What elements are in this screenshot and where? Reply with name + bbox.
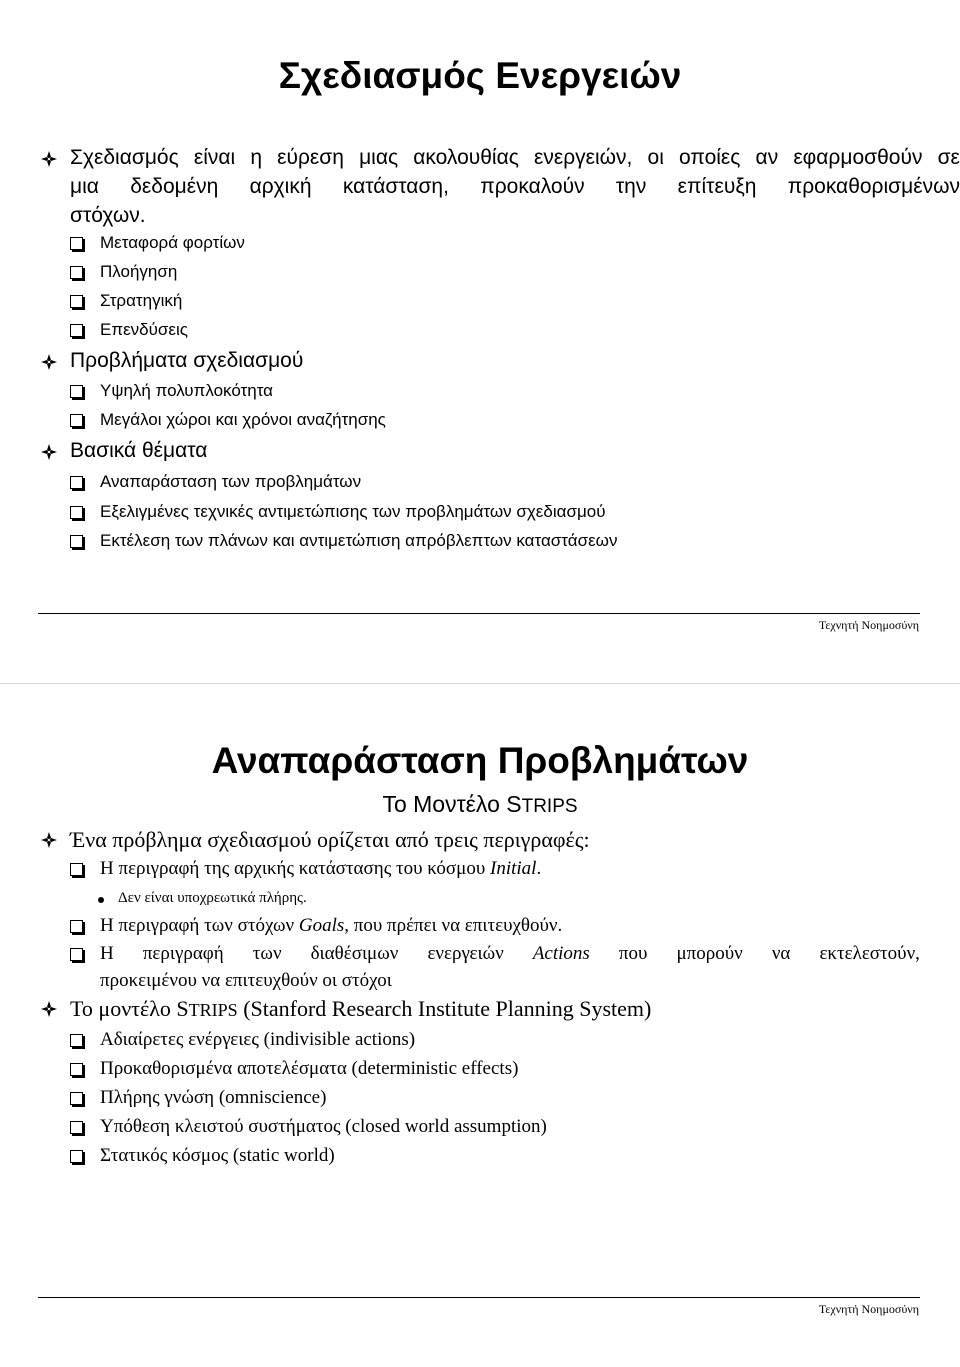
word: που [618,943,648,964]
word: εύρεση [277,146,344,169]
word: την [615,175,647,198]
word: σε [937,146,960,169]
dot-bullet-icon [98,897,104,903]
word: Actions [532,943,590,964]
checkbox-bullet-icon [70,324,83,337]
item-text-italic: Goals [298,915,345,936]
word: αρχική [249,175,312,198]
word: των [252,943,282,964]
bullet-text [70,996,651,1022]
checkbox-bullet-icon [70,920,83,933]
item-text: Μεγάλοι χώροι και χρόνοι αναζήτησης [100,410,386,429]
item-text-part: . [536,858,542,879]
checkbox-bullet-icon [70,948,83,961]
footer-text: Τεχνητή Νοημοσύνη [818,1302,919,1316]
item-text: Μεταφορά φορτίων [100,233,245,252]
word: είναι [193,146,236,169]
word: μπορούν [676,943,743,964]
word: εφαρμοσθούν [793,146,923,169]
slide-2-title: Αναπαράσταση Προβλημάτων [211,740,749,781]
slide-2 [0,684,960,1367]
word: αν [755,146,779,169]
item-text: Επενδύσεις [100,320,188,339]
slide-1 [0,0,960,683]
intro-line-2 [70,175,960,199]
subtitle-smallcaps: TRIPS [521,796,578,817]
item-text [100,858,541,880]
word: εκτελεστούν, [819,943,920,964]
item-text: Στατικός κόσμος (static world) [100,1145,335,1166]
item-text: Πλοήγηση [100,262,178,281]
heading-text: Βασικά θέματα [70,439,208,462]
diamond-bullet-icon [40,1000,58,1018]
word: Η [100,943,114,964]
word: επίτευξη [677,175,757,198]
slide-1-title: Σχεδιασμός Ενεργειών [278,55,682,96]
item-text: Αδιαίρετες ενέργειες (indivisible actions) [100,1029,416,1050]
item-text-italic: Initial [490,858,537,879]
bullet-text-part: Το μοντέλο S [70,996,189,1021]
word: κατάσταση, [342,175,449,198]
item-text: Στρατηγική [100,291,183,310]
footer-rule [38,613,920,614]
word: μια [70,175,99,198]
item-3-line-2: προκειμένου να επιτευχθούν οι στόχοι [100,970,392,991]
word: η [250,146,263,169]
checkbox-bullet-icon [70,506,83,519]
checkbox-bullet-icon [70,1150,83,1163]
checkbox-bullet-icon [70,295,83,308]
sub-item-text: Δεν είναι υποχρεωτικά πλήρης. [118,890,307,906]
word: προκαθορισμένων [787,175,960,198]
checkbox-bullet-icon [70,414,83,427]
heading-text: Προβλήματα σχεδιασμού [70,349,304,372]
subtitle-text: Το Μοντέλο S [382,791,522,817]
item-text: Εκτέλεση των πλάνων και αντιμετώπιση απρόβλεπτων καταστάσεων [100,531,618,550]
checkbox-bullet-icon [70,1121,83,1134]
bullet-text: Ένα πρόβλημα σχεδιασμού ορίζεται από τρεις περιγραφές: [70,827,590,852]
slide-2-subtitle [0,791,960,818]
checkbox-bullet-icon [70,237,83,250]
word: οι [647,146,664,169]
checkbox-bullet-icon [70,476,83,489]
word: ακολουθίας [413,146,519,169]
word: περιγραφή [142,943,224,964]
word: ενεργειών [427,943,504,964]
diamond-bullet-icon [40,831,58,849]
item-text-part: Η περιγραφή της αρχικής κατάστασης του κόσμου [100,858,491,879]
item-text: Πλήρης γνώση (omniscience) [100,1087,327,1108]
checkbox-bullet-icon [70,535,83,548]
diamond-bullet-icon [40,150,58,168]
word: προκαλούν [480,175,585,198]
word: διαθέσιμων [310,943,399,964]
checkbox-bullet-icon [70,385,83,398]
bullet-text-part: (Stanford Research Institute Planning System) [237,996,652,1021]
intro-line-3: στόχων. [70,204,146,227]
word: ενεργειών, [533,146,633,169]
word: να [771,943,791,964]
word: μιας [359,146,399,169]
word: οποίες [679,146,741,169]
item-text-part: , που πρέπει να επιτευχθούν. [344,915,563,936]
item-text [100,915,562,937]
item-3-line-1 [100,943,920,965]
word: δεδομένη [130,175,219,198]
item-text: Αναπαράσταση των προβλημάτων [100,472,362,491]
item-text: Υπόθεση κλειστού συστήματος (closed world assumption) [100,1116,547,1137]
intro-line-1 [70,146,960,170]
footer-rule [38,1297,920,1298]
word: Σχεδιασμός [70,146,179,169]
footer-text: Τεχνητή Νοημοσύνη [818,618,919,632]
checkbox-bullet-icon [70,1063,83,1076]
checkbox-bullet-icon [70,1034,83,1047]
item-text: Υψηλή πολυπλοκότητα [100,381,274,400]
checkbox-bullet-icon [70,863,83,876]
item-text: Προκαθορισμένα αποτελέσματα (deterministic effects) [100,1058,519,1079]
item-text-part: Η περιγραφή των στόχων [100,915,299,936]
bullet-text-smallcaps: TRIPS [188,1000,238,1020]
item-text: Εξελιγμένες τεχνικές αντιμετώπισης των προβλημάτων σχεδιασμού [100,502,606,521]
checkbox-bullet-icon [70,266,83,279]
diamond-bullet-icon [40,353,58,371]
checkbox-bullet-icon [70,1092,83,1105]
diamond-bullet-icon [40,443,58,461]
